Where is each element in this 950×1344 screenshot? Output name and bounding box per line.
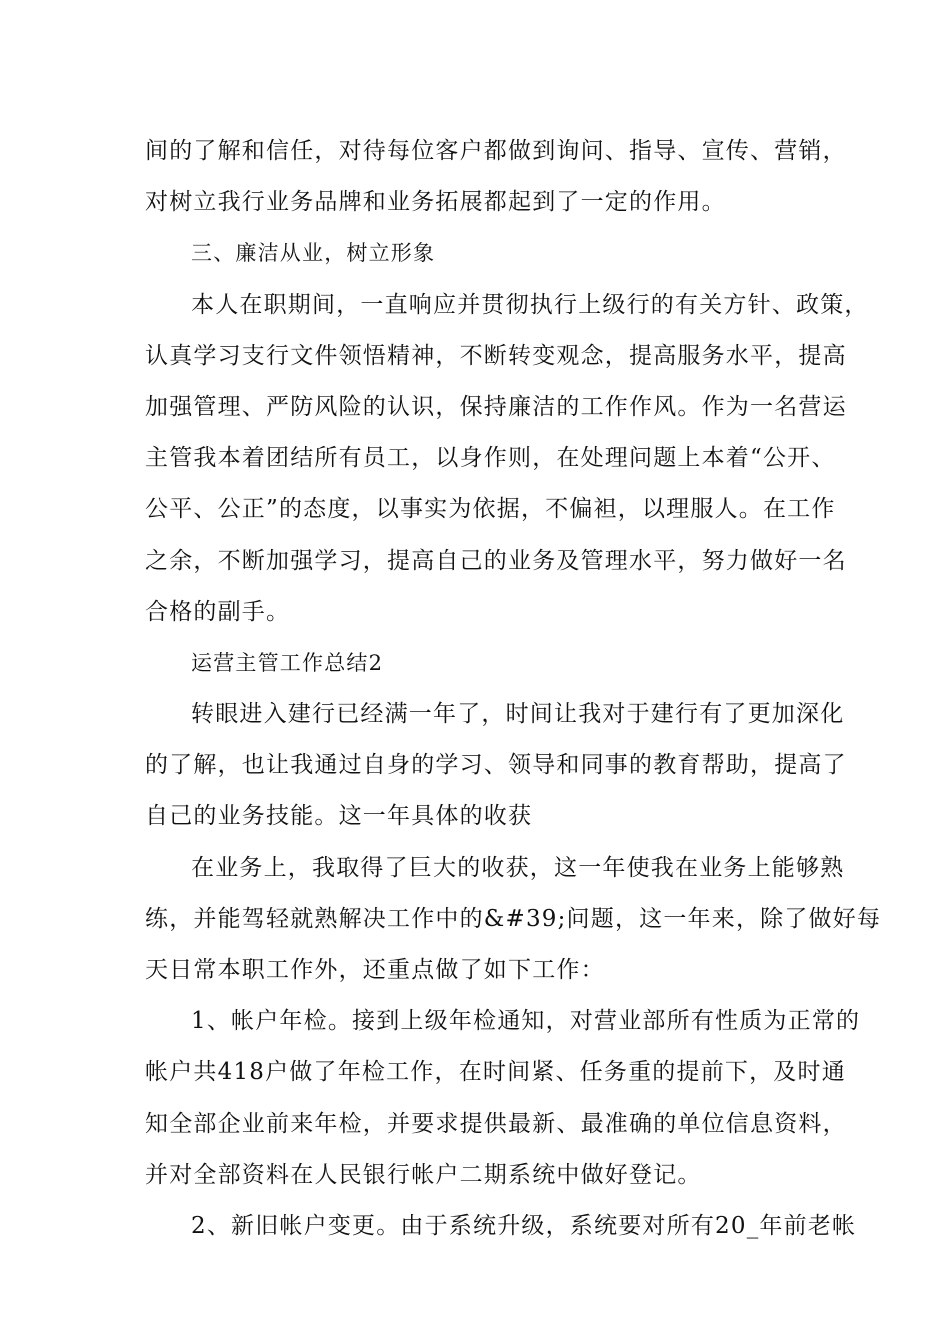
body-line: 认真学习支行文件领悟精神，不断转变观念，提高服务水平，提高 (145, 342, 847, 369)
paragraph-first-line: 在业务上，我取得了巨大的收获，这一年使我在业务上能够熟 (191, 854, 845, 881)
body-line: 之余，不断加强学习，提高自己的业务及管理水平，努力做好一名 (145, 547, 847, 574)
list-item-first-line: 1、帐户年检。接到上级年检通知，对营业部所有性质为正常的 (191, 1008, 861, 1035)
body-line: 对树立我行业务品牌和业务拓展都起到了一定的作用。 (145, 189, 726, 216)
paragraph-first-line: 本人在职期间，一直响应并贯彻执行上级行的有关方针、政策， (191, 291, 869, 318)
body-line: 公平、公正”的态度，以事实为依据，不偏袒，以理服人。在工作 (145, 496, 836, 523)
body-line: 练，并能驾轻就熟解决工作中的&#39;问题，这一年来，除了做好每 (145, 905, 882, 932)
body-line: 自己的业务技能。这一年具体的收获 (145, 803, 533, 830)
body-line: 合格的副手。 (145, 598, 291, 625)
body-line: 的了解，也让我通过自身的学习、领导和同事的教育帮助，提高了 (145, 752, 847, 779)
body-line: 加强管理、严防风险的认识，保持廉洁的工作作风。作为一名营运 (145, 393, 847, 420)
body-line: 天日常本职工作外，还重点做了如下工作： (145, 957, 605, 983)
section-heading: 三、廉洁从业，树立形象 (191, 241, 436, 266)
list-item-first-line: 2、新旧帐户变更。由于系统升级，系统要对所有20_年前老帐 (191, 1212, 857, 1239)
body-line: 帐户共418户做了年检工作，在时间紧、任务重的提前下，及时通 (145, 1059, 846, 1086)
body-line: 主管我本着团结所有员工，以身作则，在处理问题上本着“公开、 (145, 445, 836, 472)
document-body (145, 126, 882, 1252)
body-line: 知全部企业前来年检，并要求提供最新、最准确的单位信息资料， (145, 1110, 847, 1137)
body-line: 间的了解和信任，对待每位客户都做到询问、指导、宣传、营销， (145, 138, 847, 164)
paragraph-first-line: 转眼进入建行已经满一年了，时间让我对于建行有了更加深化 (191, 701, 845, 728)
section-title: 运营主管工作总结2 (191, 650, 384, 675)
body-line: 并对全部资料在人民银行帐户二期系统中做好登记。 (145, 1161, 702, 1188)
